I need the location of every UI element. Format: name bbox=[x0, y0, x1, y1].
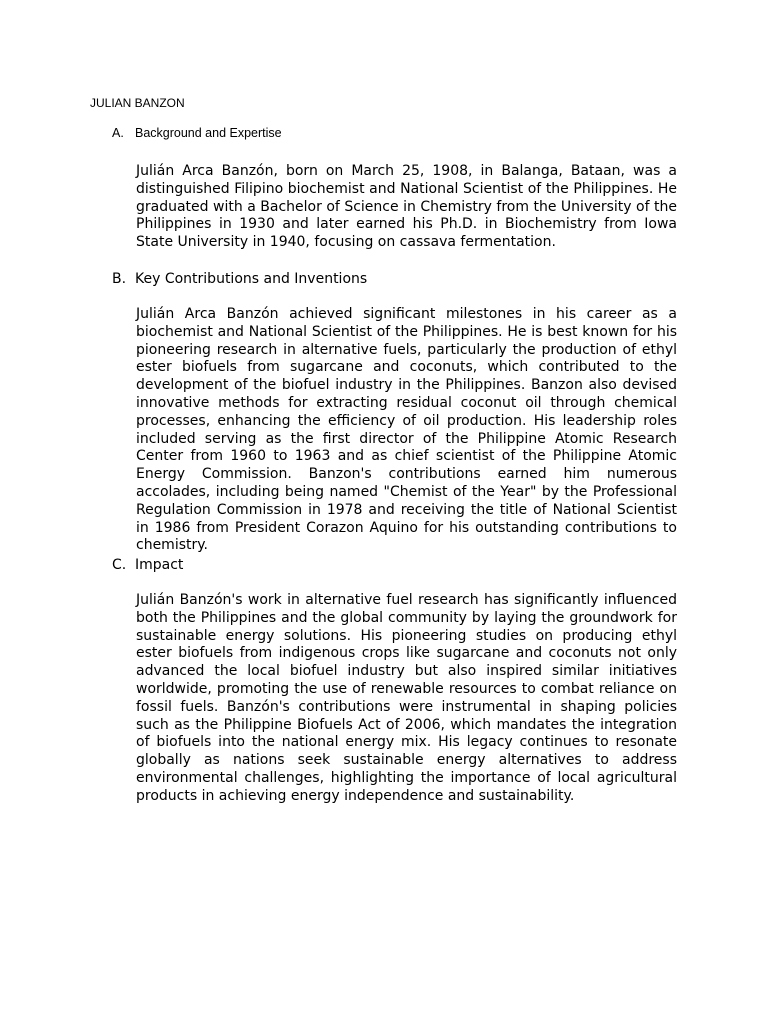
section-letter: C. bbox=[112, 557, 127, 573]
paragraph-background: Julián Arca Banzón, born on March 25, 1908, in Balanga, Bataan, was a distinguished Filipino biochemist and National Scientist of the Philippines. He graduated with a Bachelor of Science in Chemistry from the University of the Philippines in 1930 and later earned his Ph.D. in Biochemistry from Iowa State University in 1940, focusing on cassava fermentation. bbox=[136, 163, 677, 251]
section-heading-text: Impact bbox=[135, 557, 184, 573]
section-heading-impact bbox=[112, 556, 183, 574]
section-heading-contributions bbox=[112, 270, 367, 288]
section-heading-background bbox=[112, 125, 282, 142]
section-heading-text: Background and Expertise bbox=[135, 126, 282, 140]
section-letter: B. bbox=[112, 271, 127, 287]
paragraph-impact: Julián Banzón's work in alternative fuel research has significantly influenced both the Philippines and the global community by laying the groundwork for sustainable energy solutions. His pioneering studies on producing ethyl ester biofuels from indigenous crops like sugarcane and coconuts not only advanced the local biofuel industry but also inspired similar initiatives worldwide, promoting the use of renewable resources to combat reliance on fossil fuels. Banzón's contributions were instrumental in shaping policies such as the Philippine Biofuels Act of 2006, which mandates the integration of biofuels into the national energy mix. His legacy continues to resonate globally as nations seek sustainable energy alternatives to address environmental challenges, highlighting the importance of local agricultural products in achieving energy independence and sustainability. bbox=[136, 592, 677, 804]
section-heading-text: Key Contributions and Inventions bbox=[135, 271, 368, 287]
document-title: JULIAN BANZON bbox=[90, 96, 185, 110]
section-letter: A. bbox=[112, 126, 124, 140]
paragraph-contributions: Julián Arca Banzón achieved significant milestones in his career as a biochemist and National Scientist of the Philippines. He is best known for his pioneering research in alternative fuels, particularly the production of ethyl ester biofuels from sugarcane and coconuts, which contributed to the development of the biofuel industry in the Philippines. Banzon also devised innovative methods for extracting residual coconut oil through chemical processes, enhancing the efficiency of oil production. His leadership roles included serving as the first director of the Philippine Atomic Research Center from 1960 to 1963 and as chief scientist of the Philippine Atomic Energy Commission. Banzon's contributions earned him numerous accolades, including being named "Chemist of the Year" by the Professional Regulation Commission in 1978 and receiving the title of National Scientist in 1986 from President Corazon Aquino for his outstanding contributions to chemistry. bbox=[136, 306, 677, 554]
